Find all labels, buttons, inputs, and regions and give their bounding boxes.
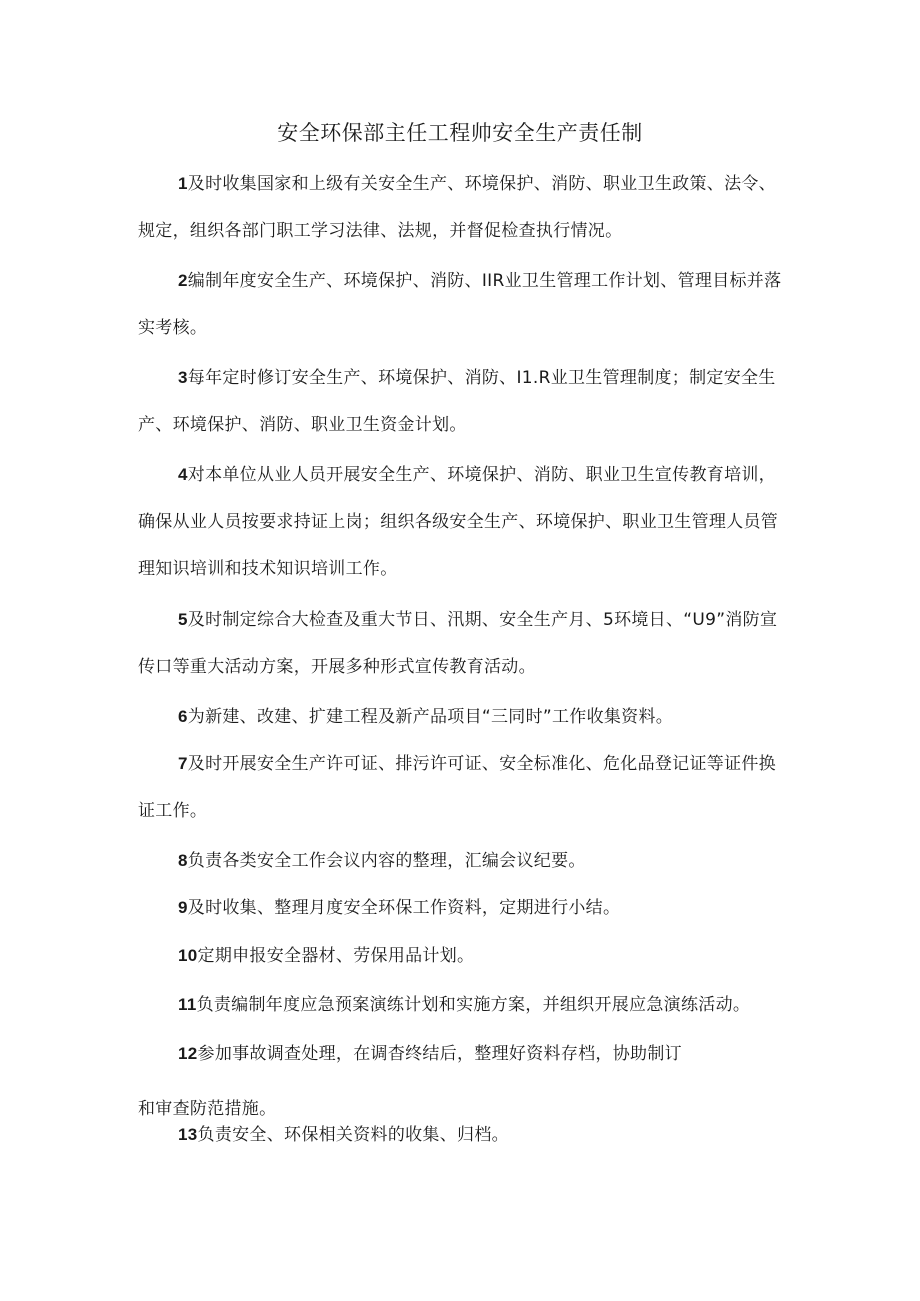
item-number: 4 — [178, 465, 188, 484]
item-text: 负责安全、环保相关资料的收集、归档。 — [197, 1125, 509, 1145]
item-text: 对本单位从业人员开展安全生产、环境保护、消防、职业卫生宣传教育培训，确保从业人员按要求持证上岗；组织各级安全生产、环境保护、职业卫生管理人员管理知识培训和技术知识培训工作。 — [138, 465, 779, 579]
item-text: 及时制定综合大检查及重大节日、汛期、安全生产月、5环境日、“U9”消防宣传口等重大活动方案，开展多种形式宣传教育活动。 — [138, 610, 778, 677]
item-number: 3 — [178, 368, 188, 387]
item-number: 1 — [178, 174, 188, 193]
item-number: 8 — [178, 851, 188, 870]
item-text: 负责编制年度应急预案演练计划和实施方案，并组织开展应急演练活动。 — [196, 995, 751, 1015]
item-text: 每年定时修订安全生产、环境保护、消防、I1.R业卫生管理制度；制定安全生产、环境保护、消防、职业卫生资金计划。 — [138, 368, 776, 435]
list-item — [138, 932, 788, 980]
list-item — [138, 693, 788, 741]
item-text: 负责各类安全工作会议内容的整理，汇编会议纪要。 — [187, 851, 586, 871]
list-item — [138, 257, 788, 352]
item-number: 2 — [178, 271, 188, 290]
list-item — [138, 740, 788, 835]
list-item — [138, 160, 788, 255]
item-number: 7 — [178, 754, 188, 773]
list-item — [178, 1120, 509, 1150]
list-item — [138, 451, 788, 593]
item-number: 9 — [178, 898, 188, 917]
list-item — [138, 981, 798, 1029]
list-item-continuation: 和审查防范措施。 — [138, 1099, 277, 1119]
list-item — [138, 837, 788, 885]
item-text: 及时收集、整理月度安全环保工作资料，定期进行小结。 — [187, 898, 621, 918]
item-text: 为新建、改建、扩建工程及新产品项目“三同时”工作收集资料。 — [187, 707, 674, 727]
item-number: 5 — [178, 610, 188, 629]
document-title: 安全环保部主任工程帅安全生产责任制 — [277, 121, 643, 145]
item-text: 及时开展安全生产许可证、排污许可证、安全标准化、危化品登记证等证件换证工作。 — [138, 754, 776, 821]
list-item — [138, 884, 788, 932]
item-number: 11 — [178, 995, 197, 1014]
list-item — [178, 1039, 682, 1069]
list-item — [138, 354, 788, 449]
item-text: 编制年度安全生产、环境保护、消防、IIR业卫生管理工作计划、管理目标并落实考核。 — [138, 271, 782, 338]
item-text: 及时收集国家和上级有关安全生产、环境保护、消防、职业卫生政策、法令、规定，组织各部门职工学习法律、法规，并督促检查执行情况。 — [138, 174, 776, 241]
item-number: 12 — [178, 1044, 198, 1063]
item-number: 13 — [178, 1125, 198, 1144]
item-number: 6 — [178, 707, 188, 726]
item-number: 10 — [178, 946, 198, 965]
list-item — [138, 596, 788, 691]
item-text: 定期申报安全器材、劳保用品计划。 — [197, 946, 475, 966]
item-text: 参加事故调查处理，在调杳终结后，整理好资料存档，协助制订 — [197, 1044, 682, 1064]
